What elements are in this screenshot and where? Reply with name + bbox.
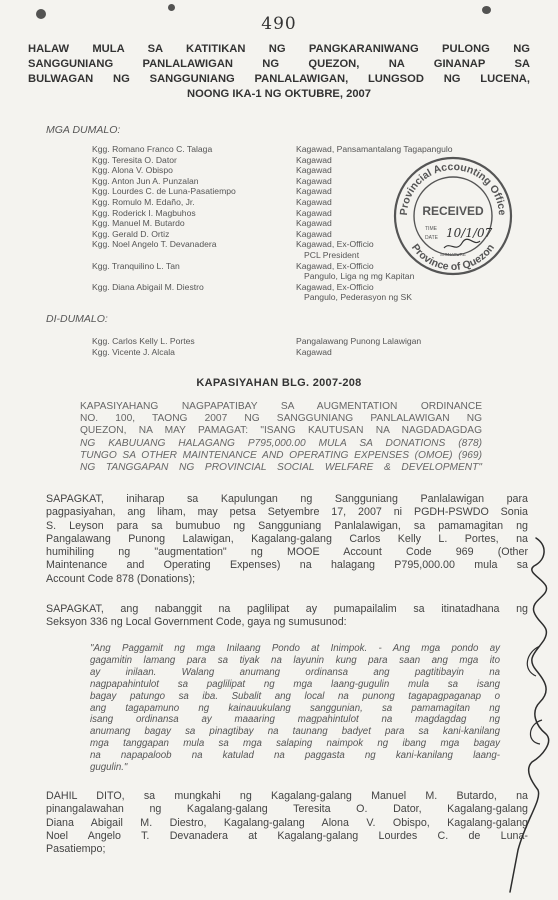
member-role: Kagawad, Ex-Officio bbox=[296, 239, 374, 250]
text-line: bagay patungo sa iba. Subalit ang local na punong tagapagpaganap o bbox=[90, 690, 500, 702]
stamp-date-value: 10/1/07 bbox=[446, 226, 493, 240]
text-line: Seksyon 336 ng Local Government Code, gaya ng sumusunod: bbox=[46, 616, 347, 629]
punch-hole bbox=[482, 6, 491, 14]
stamp-initials-scribble bbox=[444, 239, 480, 248]
text-line: na napapaloob na katulad na paggasta ng kani-kanilang laang- bbox=[90, 750, 500, 762]
header-line: NOONG IKA-1 NG OKTUBRE, 2007 bbox=[186, 88, 371, 100]
member-name: Kgg. Romano Franco C. Talaga bbox=[92, 144, 213, 154]
present-label: MGA DUMALO: bbox=[46, 124, 121, 136]
member-name: Kgg. Romulo M. Edaño, Jr. bbox=[92, 196, 195, 207]
text-line: SAPAGKAT, ang nabanggit na paglilipat ay pumapailalim sa itinatadhana ng bbox=[46, 603, 528, 615]
member-name bbox=[92, 250, 296, 261]
header-line: HALAW MULA SA KATITIKAN NG PANGKARANIWANG PULONG NG bbox=[28, 43, 530, 55]
paragraph-therefore bbox=[46, 790, 528, 856]
member-role: Kagawad bbox=[296, 228, 332, 239]
member-row bbox=[92, 336, 518, 347]
text-line: gugulin." bbox=[90, 762, 128, 774]
text-line: DAHIL DITO, sa mungkahi ng Kagalang-galang Manuel M. Butardo, na bbox=[46, 790, 528, 802]
member-name: Kgg. Manuel M. Butardo bbox=[92, 218, 185, 229]
member-role: Pangulo, Liga ng mg Kapitan bbox=[304, 271, 415, 282]
member-row bbox=[92, 282, 518, 293]
member-name: Kgg. Roderick I. Magbuhos bbox=[92, 207, 196, 218]
stamp-received: RECEIVED bbox=[422, 204, 484, 218]
page-number: 490 bbox=[261, 14, 297, 34]
stamp-upper-arc: Provincial Accounting Office bbox=[397, 160, 509, 216]
member-row bbox=[92, 347, 518, 358]
text-line: SAPAGKAT, iniharap sa Kapulungan ng Sangguniang Panlalawigan para bbox=[46, 493, 528, 505]
member-name: Kgg. Tranquilino L. Tan bbox=[92, 260, 180, 271]
stamp-date-label: DATE bbox=[425, 235, 438, 241]
member-name: Kgg. Lourdes C. de Luna-Pasatiempo bbox=[92, 186, 236, 197]
text-line: pinangalawahan ng Kagalang-galang Teresita O. Dator, Kagalang-galang bbox=[46, 803, 528, 816]
resolution-title: KAPASIYAHAN BLG. 2007-208 bbox=[196, 377, 362, 389]
member-name: Kgg. Alona V. Obispo bbox=[92, 165, 173, 176]
punch-hole bbox=[168, 4, 175, 11]
caption-line: QUEZON, NA MAY PAMAGAT: "ISANG KAUTUSAN NA NAGDADAGDAG bbox=[80, 425, 482, 437]
member-role: Kagawad bbox=[296, 207, 332, 218]
document-header bbox=[28, 42, 530, 102]
text-line: S. Leyson para sa bumubuo ng Sangguniang Panlalawigan, sa pamamagitan ng bbox=[46, 519, 528, 532]
quoted-provision bbox=[90, 643, 500, 774]
text-line: nagpapahintulot sa paglilipat ng mga laang-gugulin mula sa isang bbox=[90, 678, 500, 690]
text-line: "Ang Paggamit ng mga Inilaang Pondo at Inimpok. - Ang mga pondo ay bbox=[90, 643, 500, 654]
resolution-caption bbox=[80, 401, 482, 474]
member-name: Kgg. Teresita O. Dator bbox=[92, 154, 177, 165]
member-role: Kagawad bbox=[296, 186, 332, 197]
stamp-signature-label: SIGNATURE bbox=[440, 252, 466, 257]
paragraph-whereas-1 bbox=[46, 493, 528, 586]
member-name: Kgg. Gerald D. Ortiz bbox=[92, 228, 170, 239]
text-line: isang ordinansa ay maaaring magpahintulot na magdagdag ng bbox=[90, 714, 500, 726]
text-line: Diana Abigail M. Diestro, Kagalang-galang Alona V. Obispo, Kagalang-galang bbox=[46, 816, 528, 829]
member-role: Kagawad bbox=[296, 154, 332, 165]
member-name: Kgg. Vicente J. Alcala bbox=[92, 346, 175, 357]
stamp-time-label: TIME bbox=[425, 226, 437, 232]
text-line: Account Code 878 (Donations); bbox=[46, 572, 196, 585]
member-role: Kagawad bbox=[296, 196, 332, 207]
member-name bbox=[92, 292, 296, 303]
caption-line: NG KABUUANG HALAGANG P795,000.00 MULA SA DONATIONS (878) bbox=[80, 437, 482, 449]
text-line: Pangalawang Punong Lalawigan, Kagalang-galang Carlos Kelly L. Portes, na bbox=[46, 532, 528, 545]
member-role: Pangulo, Pederasyon ng SK bbox=[304, 292, 412, 303]
text-line: mga tanggapan mula sa mga salaping naimpok ng ibang mga bagay bbox=[90, 738, 500, 750]
member-role: Kagawad, Ex-Officio bbox=[296, 281, 374, 292]
member-role: Kagawad, Pansamantalang Tagapangulo bbox=[296, 144, 453, 154]
member-name: Kgg. Carlos Kelly L. Portes bbox=[92, 336, 195, 346]
caption-line: NG TANGGAPAN NG PROVINCIAL SOCIAL WELFARE & DEVELOPMENT" bbox=[80, 462, 482, 474]
text-line: pagpasiyahan, ang liham, may petsa Setyembre 17, 2007 ni PGDH-PSWDO Sonia bbox=[46, 506, 528, 519]
margin-signature bbox=[496, 520, 558, 900]
member-row bbox=[92, 144, 518, 155]
received-stamp bbox=[392, 155, 514, 277]
text-line: gagamitin lamang para sa tiyak na layunin kung para saan ang mga ito bbox=[90, 654, 500, 666]
text-line: humihiling ng "augmentation" ng MOOE Account Code 969 (Other bbox=[46, 546, 528, 559]
text-line: Noel Angelo T. Devanadera at Kagalang-galang Lourdes C. de Luna- bbox=[46, 829, 528, 842]
member-role: Kagawad, Ex-Officio bbox=[296, 260, 374, 271]
member-role: Kagawad bbox=[296, 175, 332, 186]
member-name bbox=[92, 271, 296, 282]
member-role: PCL President bbox=[304, 249, 360, 260]
text-line: Maintenance and Operating Expenses) na halagang P795,000.00 mula sa bbox=[46, 559, 528, 572]
member-name: Kgg. Anton Jun A. Punzalan bbox=[92, 175, 199, 186]
member-name: Kgg. Diana Abigail M. Diestro bbox=[92, 281, 204, 292]
header-line: SANGGUNIANG PANLALAWIGAN NG QUEZON, NA GINANAP SA bbox=[28, 58, 530, 70]
member-name: Kgg. Noel Angelo T. Devanadera bbox=[92, 239, 217, 250]
text-line: Pasatiempo; bbox=[46, 843, 106, 856]
text-line: anumang bagay sa pinagtibay na taunang badyet para sa kani-kanilang bbox=[90, 726, 500, 738]
caption-line: KAPASIYAHANG NAGPAPATIBAY SA AUGMENTATION ORDINANCE bbox=[80, 401, 482, 412]
caption-line: TUNGO SA OTHER MAINTENANCE AND OPERATING EXPENSES (OMOE) (969) bbox=[80, 449, 482, 461]
member-role: Kagawad bbox=[296, 218, 332, 229]
paragraph-whereas-2 bbox=[46, 603, 528, 630]
header-line: BULWAGAN NG SANGGUNIANG PANLALAWIGAN, LUNGSOD NG LUCENA, bbox=[28, 73, 530, 85]
text-line: ay inilaan. Walang anumang ordinansa ang pagtitibayin na bbox=[90, 666, 500, 678]
member-role: Kagawad bbox=[296, 346, 332, 357]
absent-label: DI-DUMALO: bbox=[46, 313, 108, 325]
member-role: Pangalawang Punong Lalawigan bbox=[296, 336, 422, 346]
text-line: ang tagapamuno ng kainauukulang sanggunian, sa pamamagitan ng bbox=[90, 702, 500, 714]
stamp-lower-arc: Province of Quezon bbox=[409, 241, 497, 274]
member-role: Kagawad bbox=[296, 165, 332, 176]
caption-line: NO. 100, TAONG 2007 NG SANGGUNIANG PANLALAWIGAN NG bbox=[80, 413, 482, 425]
absent-roster bbox=[92, 336, 518, 357]
member-row bbox=[92, 292, 518, 303]
